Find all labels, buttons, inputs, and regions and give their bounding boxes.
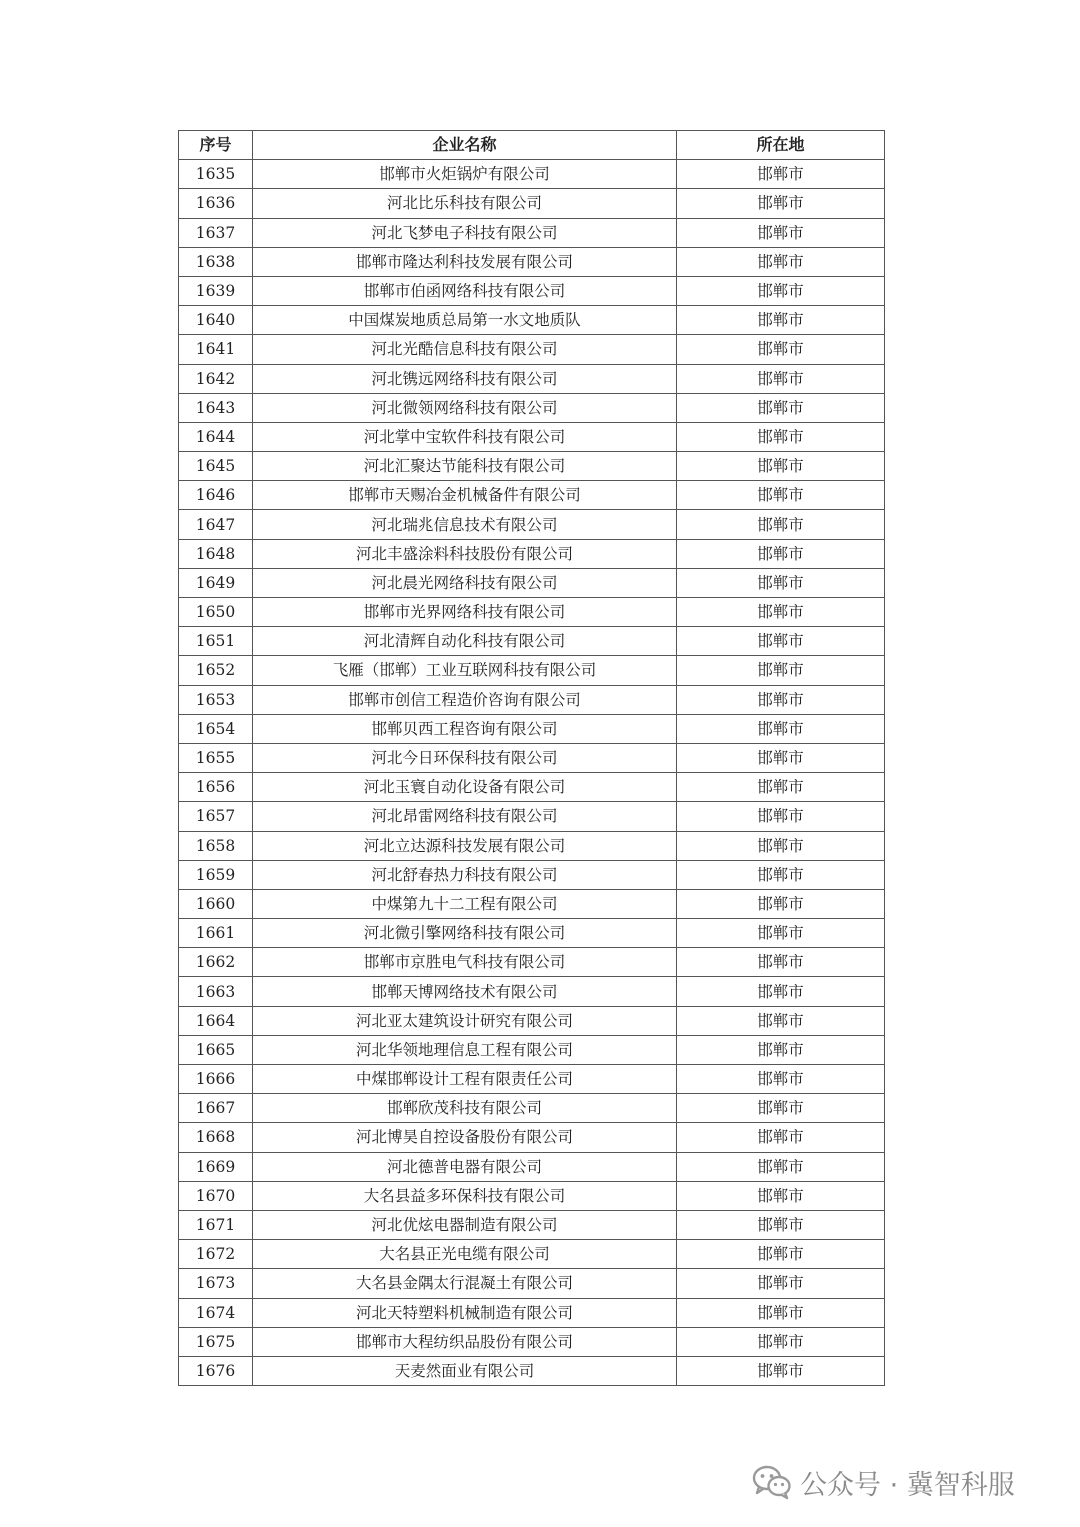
cell-company-name: 飞雁（邯郸）工业互联网科技有限公司 [253, 656, 677, 685]
cell-location: 邯郸市 [677, 714, 885, 743]
cell-company-name: 中国煤炭地质总局第一水文地质队 [253, 306, 677, 335]
cell-company-name: 河北光酷信息科技有限公司 [253, 335, 677, 364]
cell-company-name: 河北优炫电器制造有限公司 [253, 1210, 677, 1239]
enterprise-table [178, 130, 885, 1386]
cell-company-name: 大名县正光电缆有限公司 [253, 1240, 677, 1269]
table-row [179, 1240, 885, 1269]
cell-index: 1653 [179, 685, 253, 714]
cell-company-name: 邯郸市大程纺织品股份有限公司 [253, 1327, 677, 1356]
cell-index: 1675 [179, 1327, 253, 1356]
cell-index: 1663 [179, 977, 253, 1006]
table-row [179, 948, 885, 977]
cell-company-name: 大名县益多环保科技有限公司 [253, 1181, 677, 1210]
table-row [179, 1065, 885, 1094]
cell-index: 1643 [179, 393, 253, 422]
cell-index: 1649 [179, 568, 253, 597]
cell-company-name: 河北天特塑料机械制造有限公司 [253, 1298, 677, 1327]
cell-location: 邯郸市 [677, 831, 885, 860]
cell-location: 邯郸市 [677, 1327, 885, 1356]
table-row [179, 335, 885, 364]
cell-location: 邯郸市 [677, 1298, 885, 1327]
table-body [179, 160, 885, 1386]
cell-company-name: 邯郸市京胜电气科技有限公司 [253, 948, 677, 977]
cell-index: 1661 [179, 919, 253, 948]
cell-index: 1654 [179, 714, 253, 743]
cell-location: 邯郸市 [677, 247, 885, 276]
table-row [179, 1152, 885, 1181]
cell-index: 1637 [179, 218, 253, 247]
cell-index: 1655 [179, 743, 253, 772]
cell-location: 邯郸市 [677, 977, 885, 1006]
cell-company-name: 邯郸天博网络技术有限公司 [253, 977, 677, 1006]
cell-company-name: 邯郸欣茂科技有限公司 [253, 1094, 677, 1123]
cell-location: 邯郸市 [677, 276, 885, 305]
cell-location: 邯郸市 [677, 568, 885, 597]
cell-company-name: 中煤邯郸设计工程有限责任公司 [253, 1065, 677, 1094]
cell-index: 1651 [179, 627, 253, 656]
cell-location: 邯郸市 [677, 1065, 885, 1094]
cell-location: 邯郸市 [677, 802, 885, 831]
cell-location: 邯郸市 [677, 1006, 885, 1035]
cell-location: 邯郸市 [677, 481, 885, 510]
cell-index: 1664 [179, 1006, 253, 1035]
cell-company-name: 大名县金隅太行混凝土有限公司 [253, 1269, 677, 1298]
cell-location: 邯郸市 [677, 160, 885, 189]
table-row [179, 1094, 885, 1123]
cell-index: 1636 [179, 189, 253, 218]
cell-index: 1650 [179, 598, 253, 627]
table-row [179, 568, 885, 597]
table-row [179, 1123, 885, 1152]
cell-location: 邯郸市 [677, 627, 885, 656]
table-row [179, 539, 885, 568]
table-row [179, 743, 885, 772]
cell-index: 1674 [179, 1298, 253, 1327]
cell-index: 1640 [179, 306, 253, 335]
cell-company-name: 河北镌远网络科技有限公司 [253, 364, 677, 393]
cell-index: 1635 [179, 160, 253, 189]
cell-index: 1656 [179, 773, 253, 802]
cell-company-name: 河北立达源科技发展有限公司 [253, 831, 677, 860]
cell-company-name: 邯郸市火炬锅炉有限公司 [253, 160, 677, 189]
cell-index: 1670 [179, 1181, 253, 1210]
cell-location: 邯郸市 [677, 598, 885, 627]
table-row [179, 714, 885, 743]
table-row [179, 860, 885, 889]
cell-location: 邯郸市 [677, 393, 885, 422]
table-row [179, 364, 885, 393]
table-row [179, 1298, 885, 1327]
table-row [179, 919, 885, 948]
table-row [179, 802, 885, 831]
table-row [179, 656, 885, 685]
table-row [179, 160, 885, 189]
table-row [179, 1356, 885, 1385]
cell-index: 1672 [179, 1240, 253, 1269]
cell-index: 1638 [179, 247, 253, 276]
cell-index: 1666 [179, 1065, 253, 1094]
cell-company-name: 河北昂雷网络科技有限公司 [253, 802, 677, 831]
table-row [179, 977, 885, 1006]
cell-index: 1642 [179, 364, 253, 393]
table-row [179, 393, 885, 422]
table-row [179, 773, 885, 802]
table-row [179, 889, 885, 918]
cell-location: 邯郸市 [677, 685, 885, 714]
cell-location: 邯郸市 [677, 335, 885, 364]
cell-location: 邯郸市 [677, 452, 885, 481]
cell-company-name: 河北舒春热力科技有限公司 [253, 860, 677, 889]
cell-location: 邯郸市 [677, 189, 885, 218]
cell-location: 邯郸市 [677, 218, 885, 247]
table-row [179, 1006, 885, 1035]
cell-index: 1639 [179, 276, 253, 305]
cell-location: 邯郸市 [677, 1035, 885, 1064]
cell-location: 邯郸市 [677, 860, 885, 889]
cell-index: 1659 [179, 860, 253, 889]
cell-company-name: 河北丰盛涂料科技股份有限公司 [253, 539, 677, 568]
cell-company-name: 河北汇聚达节能科技有限公司 [253, 452, 677, 481]
header-company-name: 企业名称 [253, 131, 677, 160]
cell-location: 邯郸市 [677, 1152, 885, 1181]
cell-index: 1669 [179, 1152, 253, 1181]
cell-location: 邯郸市 [677, 948, 885, 977]
table-row [179, 831, 885, 860]
table-row [179, 1269, 885, 1298]
cell-location: 邯郸市 [677, 743, 885, 772]
cell-index: 1644 [179, 422, 253, 451]
cell-company-name: 河北微引擎网络科技有限公司 [253, 919, 677, 948]
cell-index: 1668 [179, 1123, 253, 1152]
cell-company-name: 河北掌中宝软件科技有限公司 [253, 422, 677, 451]
table-row [179, 1210, 885, 1239]
watermark-text: 公众号 · 冀智科服 [800, 1469, 1015, 1501]
cell-location: 邯郸市 [677, 1356, 885, 1385]
cell-index: 1647 [179, 510, 253, 539]
cell-location: 邯郸市 [677, 1240, 885, 1269]
cell-location: 邯郸市 [677, 306, 885, 335]
cell-company-name: 河北比乐科技有限公司 [253, 189, 677, 218]
cell-index: 1660 [179, 889, 253, 918]
table-row [179, 306, 885, 335]
table-row [179, 481, 885, 510]
cell-company-name: 中煤第九十二工程有限公司 [253, 889, 677, 918]
cell-location: 邯郸市 [677, 539, 885, 568]
cell-index: 1662 [179, 948, 253, 977]
cell-location: 邯郸市 [677, 919, 885, 948]
cell-company-name: 河北飞梦电子科技有限公司 [253, 218, 677, 247]
cell-index: 1657 [179, 802, 253, 831]
cell-index: 1652 [179, 656, 253, 685]
cell-location: 邯郸市 [677, 773, 885, 802]
cell-index: 1665 [179, 1035, 253, 1064]
cell-company-name: 河北博昊自控设备股份有限公司 [253, 1123, 677, 1152]
cell-company-name: 邯郸市隆达利科技发展有限公司 [253, 247, 677, 276]
cell-company-name: 河北清辉自动化科技有限公司 [253, 627, 677, 656]
cell-index: 1658 [179, 831, 253, 860]
cell-company-name: 天麦然面业有限公司 [253, 1356, 677, 1385]
table-row [179, 1181, 885, 1210]
table-row [179, 218, 885, 247]
watermark [752, 1462, 1015, 1502]
table-row [179, 189, 885, 218]
cell-index: 1673 [179, 1269, 253, 1298]
cell-company-name: 河北今日环保科技有限公司 [253, 743, 677, 772]
cell-location: 邯郸市 [677, 656, 885, 685]
cell-company-name: 河北德普电器有限公司 [253, 1152, 677, 1181]
table-row [179, 685, 885, 714]
cell-location: 邯郸市 [677, 364, 885, 393]
cell-index: 1645 [179, 452, 253, 481]
cell-index: 1671 [179, 1210, 253, 1239]
cell-location: 邯郸市 [677, 1269, 885, 1298]
cell-location: 邯郸市 [677, 889, 885, 918]
cell-company-name: 邯郸市光界网络科技有限公司 [253, 598, 677, 627]
cell-company-name: 邯郸贝西工程咨询有限公司 [253, 714, 677, 743]
cell-index: 1676 [179, 1356, 253, 1385]
table-row [179, 1035, 885, 1064]
cell-company-name: 河北玉寰自动化设备有限公司 [253, 773, 677, 802]
cell-location: 邯郸市 [677, 1210, 885, 1239]
cell-company-name: 河北微领网络科技有限公司 [253, 393, 677, 422]
cell-location: 邯郸市 [677, 1123, 885, 1152]
wechat-icon [752, 1464, 792, 1500]
cell-company-name: 河北华领地理信息工程有限公司 [253, 1035, 677, 1064]
cell-location: 邯郸市 [677, 1181, 885, 1210]
header-location: 所在地 [677, 131, 885, 160]
cell-index: 1646 [179, 481, 253, 510]
cell-company-name: 邯郸市天赐冶金机械备件有限公司 [253, 481, 677, 510]
table-row [179, 452, 885, 481]
cell-location: 邯郸市 [677, 1094, 885, 1123]
table-row [179, 422, 885, 451]
table-row [179, 598, 885, 627]
cell-company-name: 邯郸市创信工程造价咨询有限公司 [253, 685, 677, 714]
cell-index: 1667 [179, 1094, 253, 1123]
table-row [179, 1327, 885, 1356]
table-row [179, 510, 885, 539]
table-header-row [179, 131, 885, 160]
cell-location: 邯郸市 [677, 422, 885, 451]
cell-index: 1648 [179, 539, 253, 568]
cell-company-name: 河北亚太建筑设计研究有限公司 [253, 1006, 677, 1035]
header-index: 序号 [179, 131, 253, 160]
cell-company-name: 河北晨光网络科技有限公司 [253, 568, 677, 597]
table-row [179, 247, 885, 276]
cell-company-name: 邯郸市伯函网络科技有限公司 [253, 276, 677, 305]
cell-company-name: 河北瑞兆信息技术有限公司 [253, 510, 677, 539]
cell-index: 1641 [179, 335, 253, 364]
table-row [179, 276, 885, 305]
cell-location: 邯郸市 [677, 510, 885, 539]
table-row [179, 627, 885, 656]
